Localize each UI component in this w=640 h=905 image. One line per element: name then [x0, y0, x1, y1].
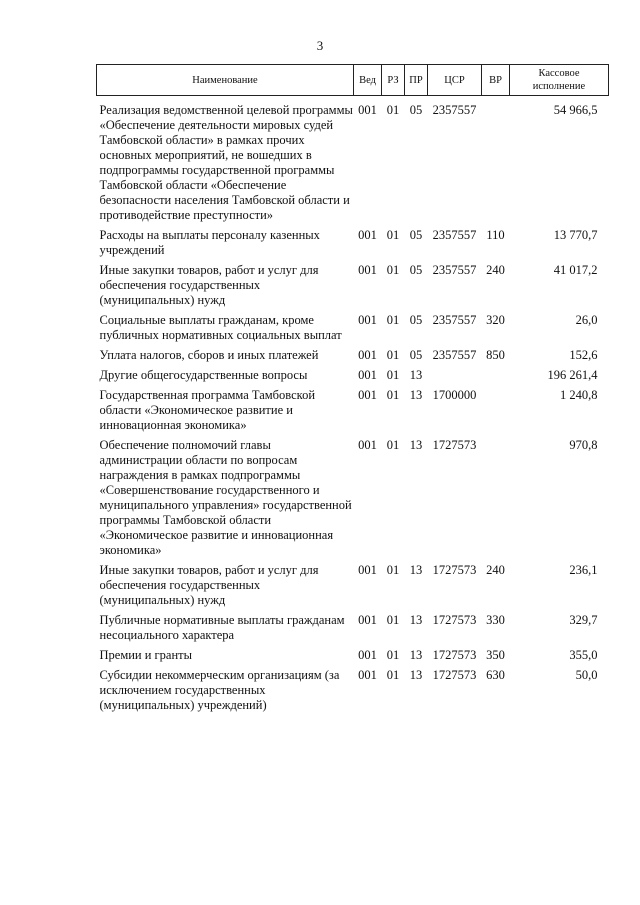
row-rz: 01: [386, 668, 400, 682]
row-rz: 01: [386, 348, 400, 362]
table-row: [97, 438, 609, 563]
row-csr: 1727573: [432, 438, 477, 452]
row-amount: 1 240,8: [560, 388, 598, 402]
row-rz: 01: [386, 228, 400, 242]
row-name: Обеспечение полномочий главы администрации области по вопросам награждения в рамках подпрограммы «Совершенствование государственного и муниципального управления» государственной программы Тамбовской области «Экономическое развитие и инновационная экономика»: [99, 438, 352, 557]
row-amount: 970,8: [569, 438, 598, 452]
row-vr: 240: [486, 563, 505, 577]
table-row: [97, 348, 609, 368]
row-ved: 001: [358, 103, 377, 117]
row-pr: 13: [409, 388, 423, 402]
row-ved: 001: [358, 388, 377, 402]
row-csr: 1700000: [432, 388, 477, 402]
row-name: Публичные нормативные выплаты гражданам несоциального характера: [99, 613, 345, 642]
table-row: [97, 228, 609, 263]
row-pr: 13: [409, 563, 423, 577]
table-row: [97, 388, 609, 438]
budget-table: [96, 64, 609, 718]
row-name: Расходы на выплаты персоналу казенных учреждений: [99, 228, 320, 257]
row-ved: 001: [358, 368, 377, 382]
row-ved: 001: [358, 263, 377, 277]
row-pr: 13: [409, 613, 423, 627]
row-csr: 1727573: [432, 668, 477, 682]
table-row: [97, 313, 609, 348]
row-pr: 05: [409, 263, 423, 277]
row-amount: 355,0: [569, 648, 598, 662]
row-rz: 01: [386, 613, 400, 627]
row-amount: 152,6: [569, 348, 598, 362]
row-pr: 13: [409, 368, 423, 382]
row-amount: 236,1: [569, 563, 598, 577]
row-ved: 001: [358, 563, 377, 577]
row-rz: 01: [386, 648, 400, 662]
row-name: Реализация ведомственной целевой программы «Обеспечение деятельности мировых судей Тамбовской области» в рамках прочих основных мероприятий, не вошедших в подпрограммы государственной программы Тамбовской области «Обеспечение безопасности населения Тамбовской области и противодействие преступности»: [99, 103, 353, 222]
row-csr: 1727573: [432, 648, 477, 662]
row-pr: 13: [409, 668, 423, 682]
page-number: 3: [316, 38, 324, 53]
row-amount: 196 261,4: [547, 368, 598, 382]
row-vr: 330: [486, 613, 505, 627]
row-name: Уплата налогов, сборов и иных платежей: [99, 348, 319, 362]
row-rz: 01: [386, 313, 400, 327]
row-ved: 001: [358, 668, 377, 682]
row-amount: 13 770,7: [553, 228, 598, 242]
table-row: [97, 613, 609, 648]
header-ved: Вед: [354, 65, 382, 96]
row-ved: 001: [358, 228, 377, 242]
row-csr: 2357557: [432, 228, 477, 242]
header-csr: ЦСР: [428, 65, 482, 96]
row-pr: 05: [409, 103, 423, 117]
row-rz: 01: [386, 563, 400, 577]
row-csr: 2357557: [432, 348, 477, 362]
row-vr: 240: [486, 263, 505, 277]
table-body: [97, 96, 609, 719]
row-rz: 01: [386, 388, 400, 402]
header-vr: ВР: [482, 65, 510, 96]
row-amount: 41 017,2: [553, 263, 598, 277]
table-row: [97, 563, 609, 613]
row-csr: [428, 368, 482, 388]
row-pr: 05: [409, 313, 423, 327]
header-rz: РЗ: [382, 65, 405, 96]
row-ved: 001: [358, 613, 377, 627]
row-vr: 320: [486, 313, 505, 327]
row-rz: 01: [386, 368, 400, 382]
row-vr: 630: [486, 668, 505, 682]
row-rz: 01: [386, 438, 400, 452]
row-csr: 1727573: [432, 613, 477, 627]
row-amount: 50,0: [575, 668, 598, 682]
row-rz: 01: [386, 263, 400, 277]
row-pr: 13: [409, 648, 423, 662]
row-csr: 1727573: [432, 563, 477, 577]
row-csr: 2357557: [432, 313, 477, 327]
row-vr: [482, 96, 510, 229]
row-amount: 26,0: [575, 313, 598, 327]
row-rz: 01: [386, 103, 400, 117]
row-name: Премии и гранты: [99, 648, 193, 662]
row-vr: 110: [486, 228, 505, 242]
row-vr: [482, 438, 510, 563]
row-vr: 350: [486, 648, 505, 662]
row-pr: 05: [409, 348, 423, 362]
table-row: [97, 648, 609, 668]
row-ved: 001: [358, 438, 377, 452]
row-amount: 329,7: [569, 613, 598, 627]
row-pr: 05: [409, 228, 423, 242]
row-ved: 001: [358, 313, 377, 327]
row-amount: 54 966,5: [553, 103, 598, 117]
table-row: [97, 263, 609, 313]
table-header: [97, 65, 609, 96]
header-pr: ПР: [405, 65, 428, 96]
row-csr: 2357557: [432, 263, 477, 277]
table-row: [97, 668, 609, 718]
header-amount: Кассовое исполнение: [510, 65, 609, 96]
row-name: Субсидии некоммерческим организациям (за исключением государственных (муниципальных) учреждений): [99, 668, 340, 712]
header-name: Наименование: [97, 65, 354, 96]
row-vr: [482, 388, 510, 438]
row-name: Иные закупки товаров, работ и услуг для обеспечения государственных (муниципальных) нужд: [99, 263, 319, 307]
table-row: [97, 368, 609, 388]
row-name: Иные закупки товаров, работ и услуг для обеспечения государственных (муниципальных) нужд: [99, 563, 319, 607]
row-name: Социальные выплаты гражданам, кроме публичных нормативных социальных выплат: [99, 313, 342, 342]
row-vr: [482, 368, 510, 388]
row-pr: 13: [409, 438, 423, 452]
table-row: [97, 96, 609, 229]
row-name: Другие общегосударственные вопросы: [99, 368, 308, 382]
row-ved: 001: [358, 348, 377, 362]
row-ved: 001: [358, 648, 377, 662]
row-csr: 2357557: [432, 103, 477, 117]
row-vr: 850: [486, 348, 505, 362]
row-name: Государственная программа Тамбовской области «Экономическое развитие и инновационная экономика»: [99, 388, 316, 432]
